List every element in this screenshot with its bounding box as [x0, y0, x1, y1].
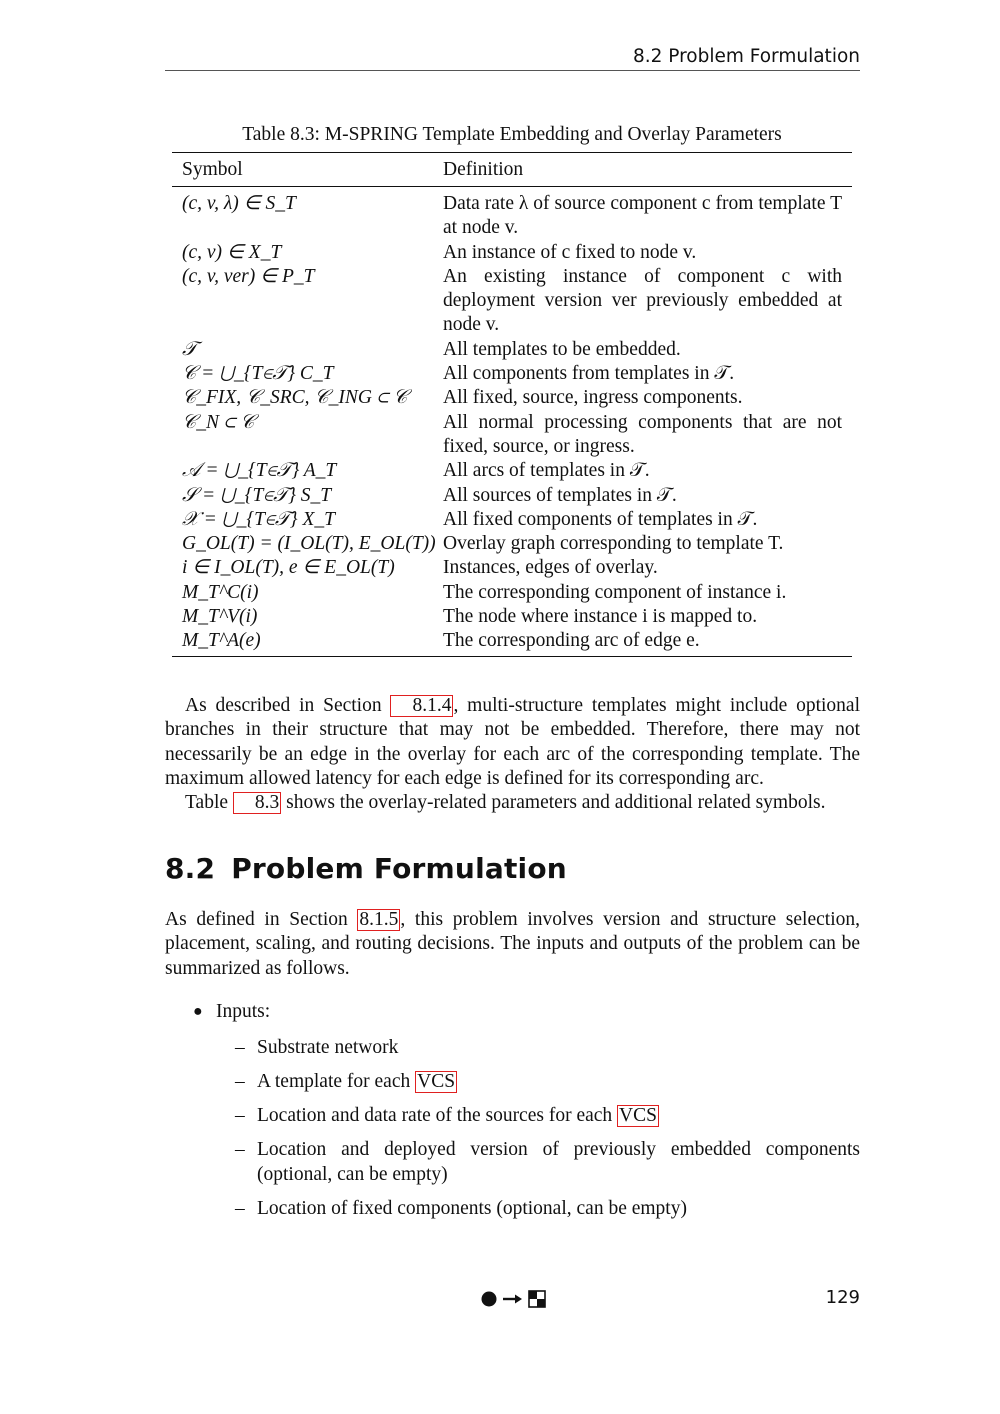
table-row: [172, 192, 852, 241]
definition-cell: All templates to be embedded.: [443, 338, 681, 360]
symbol-cell: 𝒜 = ⋃_{T∈𝒯} A_T: [182, 460, 337, 482]
page-number: 129: [825, 1287, 860, 1308]
definition-cell: Overlay graph corresponding to template T.: [443, 533, 784, 555]
list-item: [235, 1070, 860, 1094]
list-item-label: Substrate network: [257, 1037, 399, 1058]
acronym-ref-link[interactable]: VCS: [417, 1071, 456, 1093]
header-definition: Definition: [443, 158, 524, 180]
definition-cell: All arcs of templates in 𝒯.: [443, 460, 650, 482]
paragraph-text: , multi-structure templates might include optional branches in their structure that may not be embedded. Therefore, there may not necessarily be an edge in the overlay for each arc of the corresponding template. The maximum allowed latency for each edge is defined for its corresponding arc.: [165, 695, 860, 789]
definition-cell: The corresponding arc of edge e.: [443, 630, 700, 652]
section-ref-link[interactable]: 8.1.4: [390, 695, 453, 717]
paragraph-table-ref: [165, 791, 860, 815]
table-row: [172, 241, 852, 265]
table-header-row: [172, 153, 852, 187]
symbol-cell: M_T^C(i): [182, 581, 259, 603]
inputs-sub-list: [235, 1036, 860, 1231]
list-item-label: Location and data rate of the sources for each: [257, 1105, 618, 1127]
definition-cell: All sources of templates in 𝒯.: [443, 484, 677, 506]
inputs-label: Inputs:: [216, 1001, 271, 1022]
paragraph-text: Table: [185, 792, 233, 813]
symbol-cell: (c, v) ∈ X_T: [182, 241, 282, 263]
dash-icon: –: [235, 1105, 245, 1127]
circle-icon: [482, 1292, 497, 1307]
running-head: [165, 44, 860, 71]
definition-cell: An instance of c fixed to node v.: [443, 241, 697, 263]
running-head-title: 8.2 Problem Formulation: [632, 46, 860, 67]
table-row: [172, 338, 852, 362]
symbol-cell: 𝒞_N ⊂ 𝒞: [182, 411, 255, 433]
table-row: [172, 459, 852, 483]
symbol-cell: i ∈ I_OL(T), e ∈ E_OL(T): [182, 557, 395, 579]
symbol-cell: M_T^A(e): [182, 630, 261, 652]
parameters-table: [172, 152, 852, 657]
table-ref-link[interactable]: 8.3: [233, 792, 281, 814]
paragraph-text: , this problem involves version and structure selection, placement, scaling, and routing decisions. The inputs and outputs of the problem can be summarized as follows.: [165, 909, 860, 979]
acronym-ref-link[interactable]: VCS: [619, 1105, 657, 1127]
symbol-cell: G_OL(T) = (I_OL(T), E_OL(T)): [182, 533, 436, 555]
symbol-cell: 𝒳 = ⋃_{T∈𝒯} X_T: [182, 508, 335, 530]
table-row: [172, 265, 852, 338]
definition-cell: The node where instance i is mapped to.: [443, 606, 758, 628]
footer-logo: [480, 1288, 550, 1308]
section-heading: [165, 852, 567, 885]
list-item-text: [257, 1197, 860, 1221]
definition-cell: All fixed, source, ingress components.: [443, 387, 743, 409]
bullet-icon: ●: [193, 1003, 203, 1020]
symbol-cell: 𝒞_FIX, 𝒞_SRC, 𝒞_ING ⊂ 𝒞: [182, 387, 408, 409]
table-row: [172, 362, 852, 386]
symbol-cell: 𝒯: [182, 338, 197, 360]
paragraph-text: As described in Section: [185, 695, 391, 716]
table-caption: Table 8.3: M-SPRING Template Embedding and Overlay Parameters: [242, 124, 782, 145]
list-item: [235, 1036, 860, 1060]
symbol-cell: M_T^V(i): [182, 606, 258, 628]
definition-cell: The corresponding component of instance i.: [443, 581, 787, 603]
table-row: [172, 484, 852, 508]
list-item-label: Location and deployed version of previously embedded components (optional, can be empty): [257, 1139, 860, 1185]
list-item-label: Location of fixed components (optional, can be empty): [257, 1197, 687, 1219]
header-symbol: Symbol: [182, 158, 243, 180]
list-item: [235, 1138, 860, 1187]
definition-cell: An existing instance of component c with deployment version ver previously embedded at node v.: [443, 265, 842, 336]
table-row: [172, 532, 852, 556]
list-item: [235, 1197, 860, 1221]
list-item-text: [257, 1138, 860, 1187]
paragraph-overlay-branches: [165, 694, 860, 791]
list-item-text: [257, 1104, 860, 1128]
section-title: Problem Formulation: [231, 852, 567, 885]
dash-icon: –: [235, 1037, 245, 1058]
definition-cell: Instances, edges of overlay.: [443, 557, 658, 579]
paragraph-text: As defined in Section: [165, 909, 358, 930]
definition-cell: All components from templates in 𝒯.: [443, 363, 735, 385]
list-item-label: A template for each: [257, 1071, 416, 1093]
symbol-cell: (c, v, ver) ∈ P_T: [182, 265, 315, 287]
section-number: 8.2: [165, 852, 216, 885]
paragraph-problem-definition: [165, 908, 860, 981]
dash-icon: –: [235, 1071, 245, 1093]
dash-icon: –: [235, 1197, 245, 1219]
inputs-bullet-list: [190, 1000, 860, 1024]
dash-icon: –: [235, 1139, 245, 1161]
definition-cell: All fixed components of templates in 𝒯.: [443, 508, 758, 530]
checker-square-icon: [529, 1291, 545, 1307]
table-body: [172, 187, 852, 656]
table-row: [172, 629, 852, 653]
table-row: [172, 411, 852, 460]
symbol-cell: (c, v, λ) ∈ S_T: [182, 193, 296, 214]
list-item-text: [257, 1036, 860, 1060]
table-row: [172, 605, 852, 629]
table-row: [172, 508, 852, 532]
definition-cell: All normal processing components that are not fixed, source, or ingress.: [443, 411, 842, 457]
list-item: [190, 1000, 860, 1024]
list-item: [235, 1104, 860, 1128]
symbol-cell: 𝒞 = ⋃_{T∈𝒯} C_T: [182, 363, 334, 385]
list-item-text: [257, 1070, 860, 1094]
symbol-cell: 𝒮 = ⋃_{T∈𝒯} S_T: [182, 484, 332, 506]
definition-cell: Data rate λ of source component c from template T at node v.: [443, 193, 842, 239]
table-row: [172, 386, 852, 410]
section-ref-link[interactable]: 8.1.5: [359, 909, 399, 930]
table-row: [172, 581, 852, 605]
paragraph-text: shows the overlay-related parameters and additional related symbols.: [281, 792, 826, 813]
table-row: [172, 556, 852, 580]
arrow-head-icon: [515, 1295, 522, 1304]
